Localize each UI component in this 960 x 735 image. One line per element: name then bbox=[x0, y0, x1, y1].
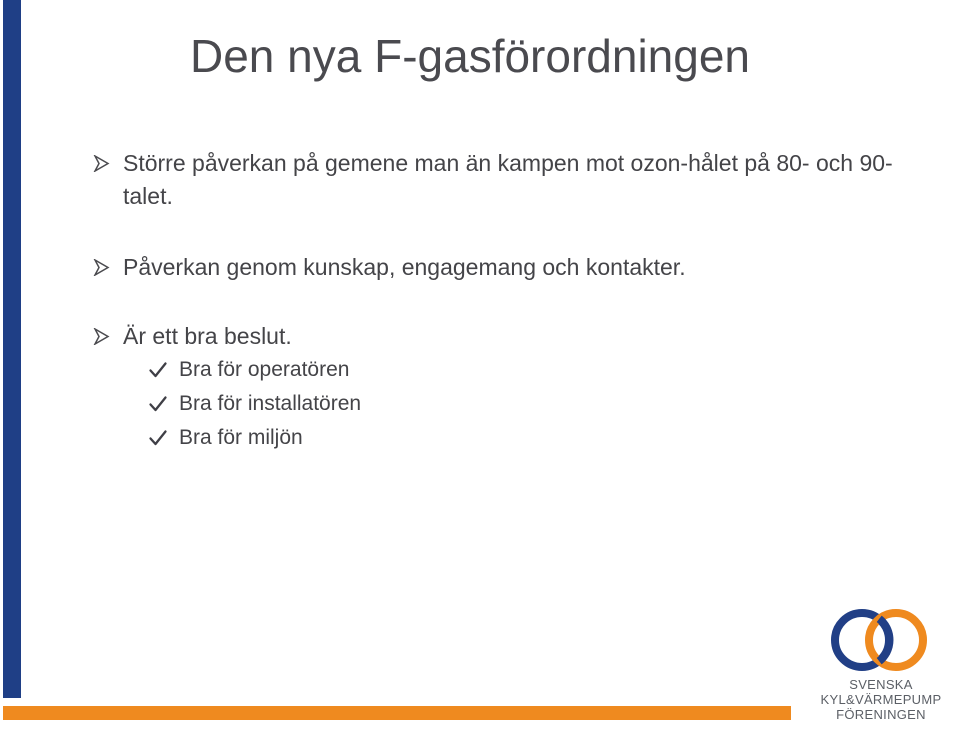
sub-bullet-list bbox=[123, 353, 913, 455]
bullet-item-3 bbox=[93, 320, 913, 455]
bullet-item-1 bbox=[93, 147, 913, 213]
logo-text bbox=[806, 677, 956, 722]
sub-bullet-text: Bra för installatören bbox=[179, 392, 362, 415]
sub-bullet-item-2 bbox=[148, 387, 913, 421]
arrowhead-icon bbox=[93, 251, 113, 284]
sub-bullet-text: Bra för miljön bbox=[179, 426, 303, 449]
logo-line-2: KYL&VÄRMEPUMP bbox=[820, 692, 942, 707]
sub-bullet-item-1 bbox=[148, 353, 913, 387]
arrowhead-icon bbox=[93, 147, 113, 180]
slide-title: Den nya F-gasförordningen bbox=[190, 30, 750, 82]
interlocking-rings-icon bbox=[828, 606, 930, 674]
logo-line-3: FÖRENINGEN bbox=[836, 707, 926, 722]
bullet-text: Större påverkan på gemene man än kampen mot ozon-hålet på 80- och 90-talet. bbox=[123, 150, 893, 209]
organization-logo bbox=[806, 606, 956, 728]
sub-bullet-item-3 bbox=[148, 421, 913, 455]
checkmark-icon bbox=[148, 353, 170, 387]
bullet-text: Är ett bra beslut. bbox=[123, 323, 292, 349]
checkmark-icon bbox=[148, 421, 170, 455]
sub-bullet-text: Bra för operatören bbox=[179, 358, 350, 381]
logo-line-1: SVENSKA bbox=[849, 677, 913, 692]
left-accent-bar bbox=[3, 0, 21, 698]
bullet-text: Påverkan genom kunskap, engagemang och kontakter. bbox=[123, 254, 686, 280]
bullet-item-2 bbox=[93, 251, 913, 284]
bottom-accent-bar bbox=[3, 706, 791, 720]
bullet-list bbox=[93, 147, 913, 455]
arrowhead-icon bbox=[93, 320, 113, 353]
checkmark-icon bbox=[148, 387, 170, 421]
